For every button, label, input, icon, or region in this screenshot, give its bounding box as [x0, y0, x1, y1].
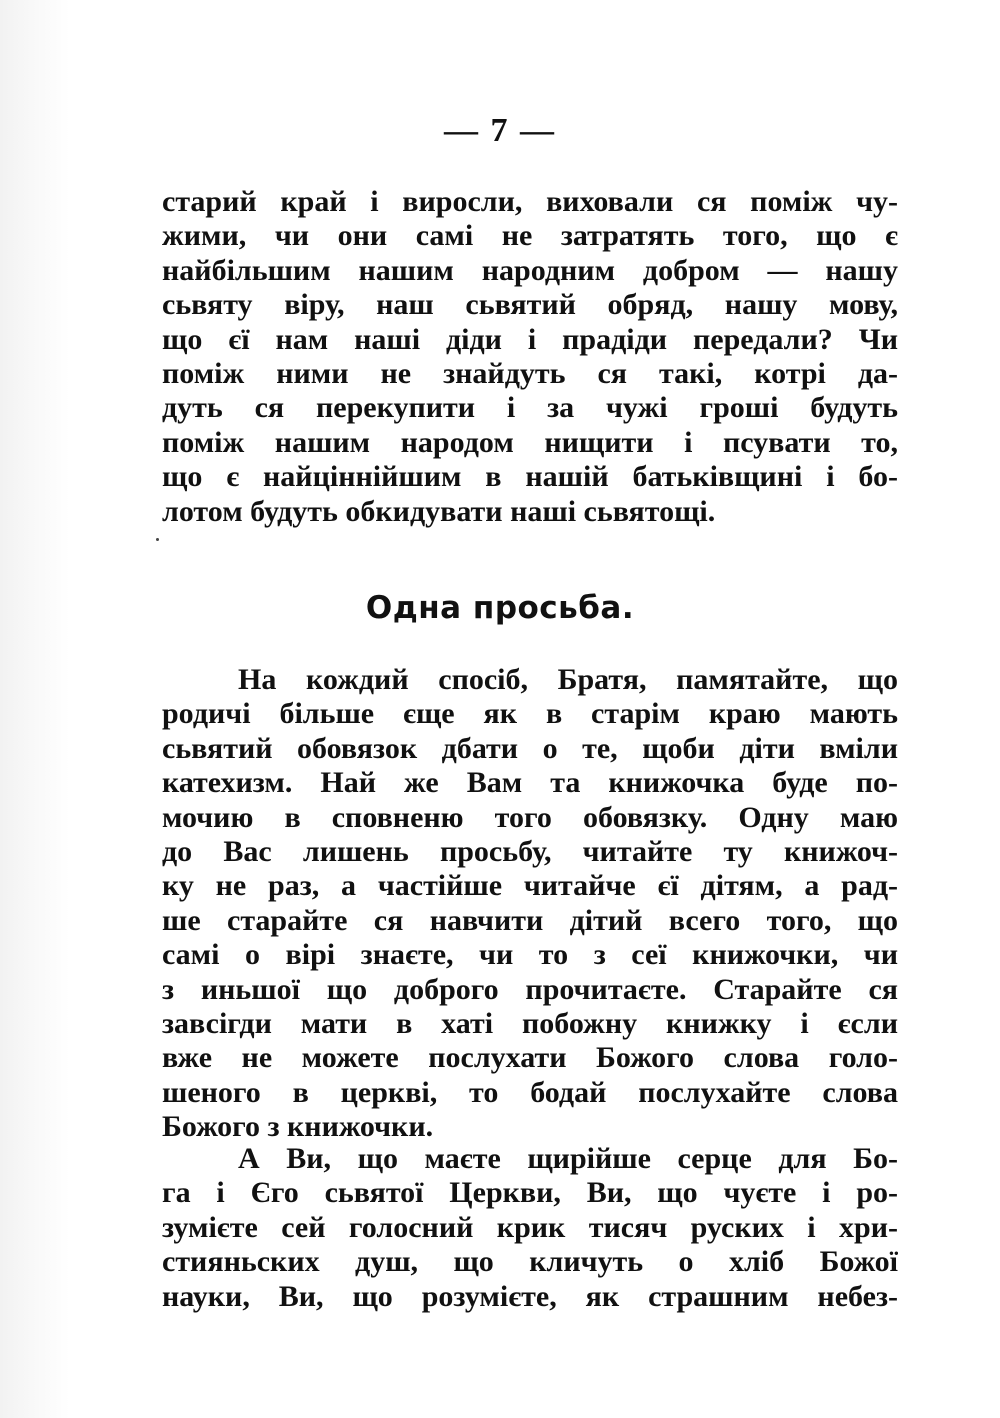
scan-shadow	[0, 0, 70, 1418]
text-line: самі о вірі знаєте, чи то з сеї книжочки, чи	[162, 938, 898, 972]
page-number: — 7 —	[444, 112, 556, 149]
text-line: що є найціннійшим в нашій батьківщині і бо-	[162, 460, 898, 494]
paragraph-appeal	[162, 1142, 898, 1314]
text-line: завсігди мати в хаті побожну книжку і єсли	[162, 1006, 898, 1040]
text-line: сьвятий обовязок дбати о те, щоби діти вміли	[162, 731, 898, 765]
section-heading: Одна просьба.	[365, 590, 635, 626]
text-line: найбільшим нашим народним добром — нашу	[162, 253, 898, 287]
text-line: що єї нам наші діди і прадіди передали? Чи	[162, 322, 898, 356]
text-line: родичі більше єще як в старім краю мають	[162, 697, 898, 731]
text-line: шеного в церкві, то бодай послухайте слова	[162, 1075, 898, 1109]
text-line: дуть ся перекупити і за чужі гроші будуть	[162, 391, 898, 425]
scan-speck	[156, 538, 159, 541]
text-line: поміж ними не знайдуть ся такі, котрі да-	[162, 356, 898, 390]
text-line: ку не раз, а частійше читайче єї дітям, а рад-	[162, 869, 898, 903]
text-line: ше старайте ся навчити дітий всего того, що	[162, 903, 898, 937]
text-line: до Вас лишень просьбу, читайте ту книжоч-	[162, 834, 898, 868]
text-line: з иньшої що доброго прочитаєте. Старайте ся	[162, 972, 898, 1006]
paragraph-continued	[162, 185, 898, 529]
text-line: вже не можете послухати Божого слова голо-	[162, 1041, 898, 1075]
text-line: На кождий спосіб, Братя, памятайте, що	[238, 663, 898, 696]
paragraph-request	[162, 663, 898, 1144]
text-line: старий край і виросли, виховали ся поміж чу-	[162, 185, 898, 218]
text-line: сьвяту віру, наш сьвятий обряд, нашу мову,	[162, 288, 898, 322]
text-line: мочию в сповненю того обовязку. Одну маю	[162, 800, 898, 834]
text-line: стияньских душ, що кличуть о хліб Божої	[162, 1245, 898, 1279]
text-line: зумієте сей голосний крик тисяч руских і хри-	[162, 1210, 898, 1244]
text-line: лотом будуть обкидувати наші сьвятощі.	[162, 494, 716, 528]
text-line: Божого з книжочки.	[162, 1110, 434, 1144]
text-line: А Ви, що маєте щирійше серце для Бо-	[238, 1142, 898, 1175]
text-line: науки, Ви, що розумієте, як страшним небез-	[162, 1279, 898, 1313]
text-line: катехизм. Най же Вам та книжочка буде по-	[162, 766, 898, 800]
text-line: жими, чи они самі не затратять того, що є	[162, 219, 898, 253]
text-line: поміж нашим народом нищити і псувати то,	[162, 425, 898, 459]
text-line: га і Єго сьвятої Церкви, Ви, що чуєте і ро-	[162, 1176, 898, 1210]
